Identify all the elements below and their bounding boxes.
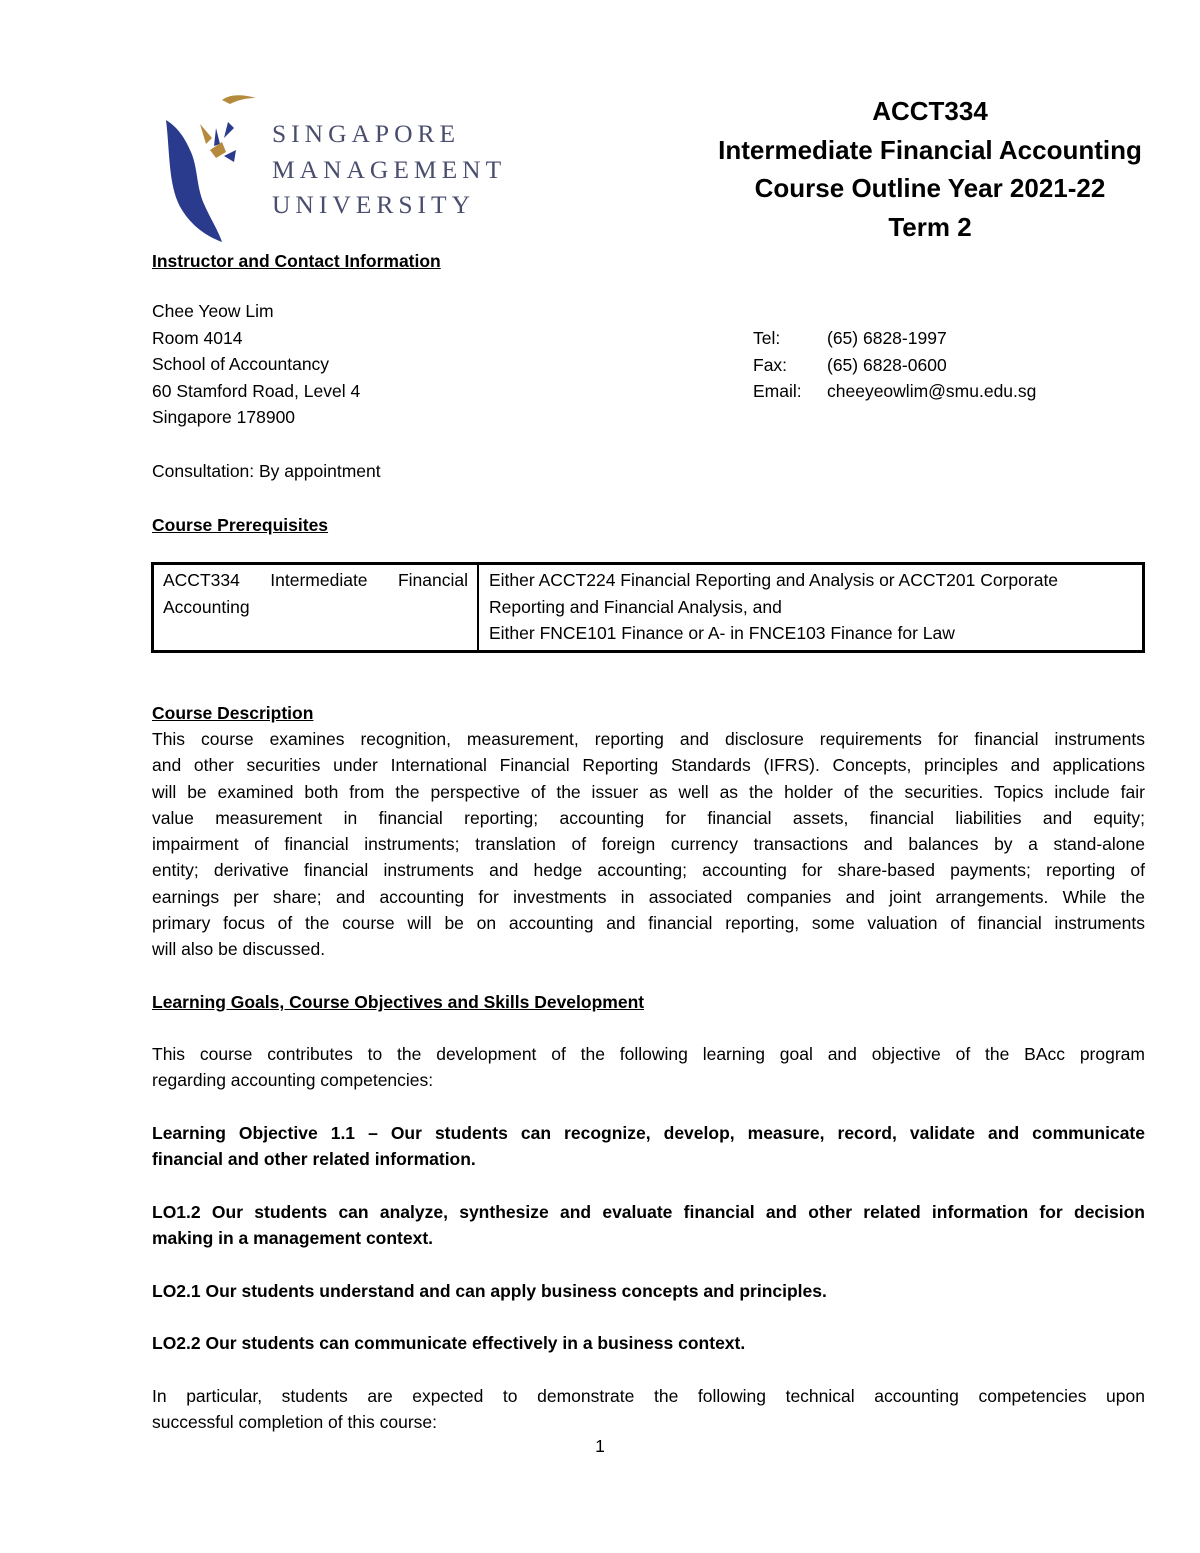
course-title-block xyxy=(660,92,1200,246)
learning-objective-1-1 xyxy=(152,1120,1145,1173)
intro-line: regarding accounting competencies: xyxy=(152,1070,434,1091)
instructor-address-block xyxy=(152,298,360,431)
prerequisite-course-line-1: ACCT334 Intermediate Financial xyxy=(163,570,468,590)
email-row xyxy=(753,378,1036,405)
course-name: Intermediate Financial Accounting xyxy=(718,134,1142,165)
learning-intro-paragraph xyxy=(152,1041,1145,1094)
description-paragraph xyxy=(152,726,1145,963)
closing-line: successful completion of this course: xyxy=(152,1412,437,1433)
table-row xyxy=(153,564,1144,652)
description-heading: Course Description xyxy=(152,703,314,723)
instructor-city: Singapore 178900 xyxy=(152,407,296,427)
description-line: This course examines recognition, measurement, reporting and disclosure requirements for financial instruments xyxy=(152,729,1145,749)
email-label: Email: xyxy=(753,381,802,401)
prerequisites-table xyxy=(151,562,1145,653)
smu-logo xyxy=(160,92,520,244)
fax-label: Fax: xyxy=(753,354,788,375)
lo11-line: Learning Objective 1.1 – Our students can recognize, develop, measure, record, validate and communicate xyxy=(152,1123,1145,1143)
instructor-heading: Instructor and Contact Information xyxy=(152,251,441,271)
description-line: entity; derivative financial instruments and hedge accounting; accounting for share-based payments; reporting of xyxy=(152,860,1145,881)
instructor-address: 60 Stamford Road, Level 4 xyxy=(152,380,361,401)
instructor-school: School of Accountancy xyxy=(152,354,330,374)
closing-paragraph xyxy=(152,1383,1145,1436)
course-outline-year: Course Outline Year 2021-22 xyxy=(754,173,1106,203)
description-line: primary focus of the course will be on accounting and financial reporting, some valuation of financial instruments xyxy=(152,913,1145,934)
description-line: will also be discussed. xyxy=(152,939,326,960)
learning-goals-heading: Learning Goals, Course Objectives and Skills Development xyxy=(152,992,645,1012)
requirement-line-2: Reporting and Financial Analysis, and xyxy=(489,596,782,617)
fax-value: (65) 6828-0600 xyxy=(827,354,947,375)
prerequisite-course-cell xyxy=(153,564,479,652)
prerequisites-heading: Course Prerequisites xyxy=(152,515,329,535)
prerequisite-requirement-cell xyxy=(478,564,1144,652)
email-link[interactable]: cheeyeowlim@smu.edu.sg xyxy=(827,381,1037,401)
consultation-text: Consultation: By appointment xyxy=(152,461,381,481)
logo-line-3: UNIVERSITY xyxy=(272,190,475,219)
logo-line-1: SINGAPORE xyxy=(272,119,461,148)
tel-value: (65) 6828-1997 xyxy=(827,328,947,348)
learning-objective-2-1: LO2.1 Our students understand and can apply business concepts and principles. xyxy=(152,1281,827,1301)
lo12-line: making in a management context. xyxy=(152,1228,434,1249)
instructor-contact-block xyxy=(753,325,1036,405)
learning-objective-2-2: LO2.2 Our students can communicate effectively in a business context. xyxy=(152,1333,746,1353)
course-code: ACCT334 xyxy=(872,96,988,126)
logo-wordmark xyxy=(272,116,506,223)
instructor-room: Room 4014 xyxy=(152,327,243,348)
smu-crest-icon xyxy=(160,92,270,244)
intro-line: This course contributes to the development of the following learning goal and objective of the BAcc program xyxy=(152,1044,1145,1064)
closing-line: In particular, students are expected to demonstrate the following technical accounting competencies upon xyxy=(152,1386,1145,1406)
lo12-line: LO1.2 Our students can analyze, synthesize and evaluate financial and other related information for decision xyxy=(152,1202,1145,1222)
tel-label: Tel: xyxy=(753,328,781,348)
prerequisite-course-line-2: Accounting xyxy=(163,596,250,617)
lo11-line: financial and other related information. xyxy=(152,1149,476,1170)
learning-objective-1-2 xyxy=(152,1199,1145,1252)
description-line: earnings per share; and accounting for investments in associated companies and joint arrangements. While the xyxy=(152,886,1145,907)
instructor-name: Chee Yeow Lim xyxy=(152,301,274,321)
fax-row xyxy=(753,352,1036,379)
description-line: and other securities under International Financial Reporting Standards (IFRS). Concepts, principles and applications xyxy=(152,755,1145,776)
page-number: 1 xyxy=(595,1436,605,1456)
requirement-line-3: Either FNCE101 Finance or A- in FNCE103 Finance for Law xyxy=(489,623,955,643)
course-term: Term 2 xyxy=(888,211,972,242)
logo-line-2: MANAGEMENT xyxy=(272,154,507,184)
tel-row xyxy=(753,325,1036,352)
description-line: will be examined both from the perspective of the issuer as well as the holder of the securities. Topics include fair xyxy=(152,781,1145,802)
description-line: impairment of financial instruments; translation of foreign currency transactions and balances by a stand-alone xyxy=(152,834,1145,855)
description-line: value measurement in financial reporting; accounting for financial assets, financial liabilities and equity; xyxy=(152,807,1145,828)
requirement-line-1: Either ACCT224 Financial Reporting and Analysis or ACCT201 Corporate xyxy=(489,570,1059,590)
